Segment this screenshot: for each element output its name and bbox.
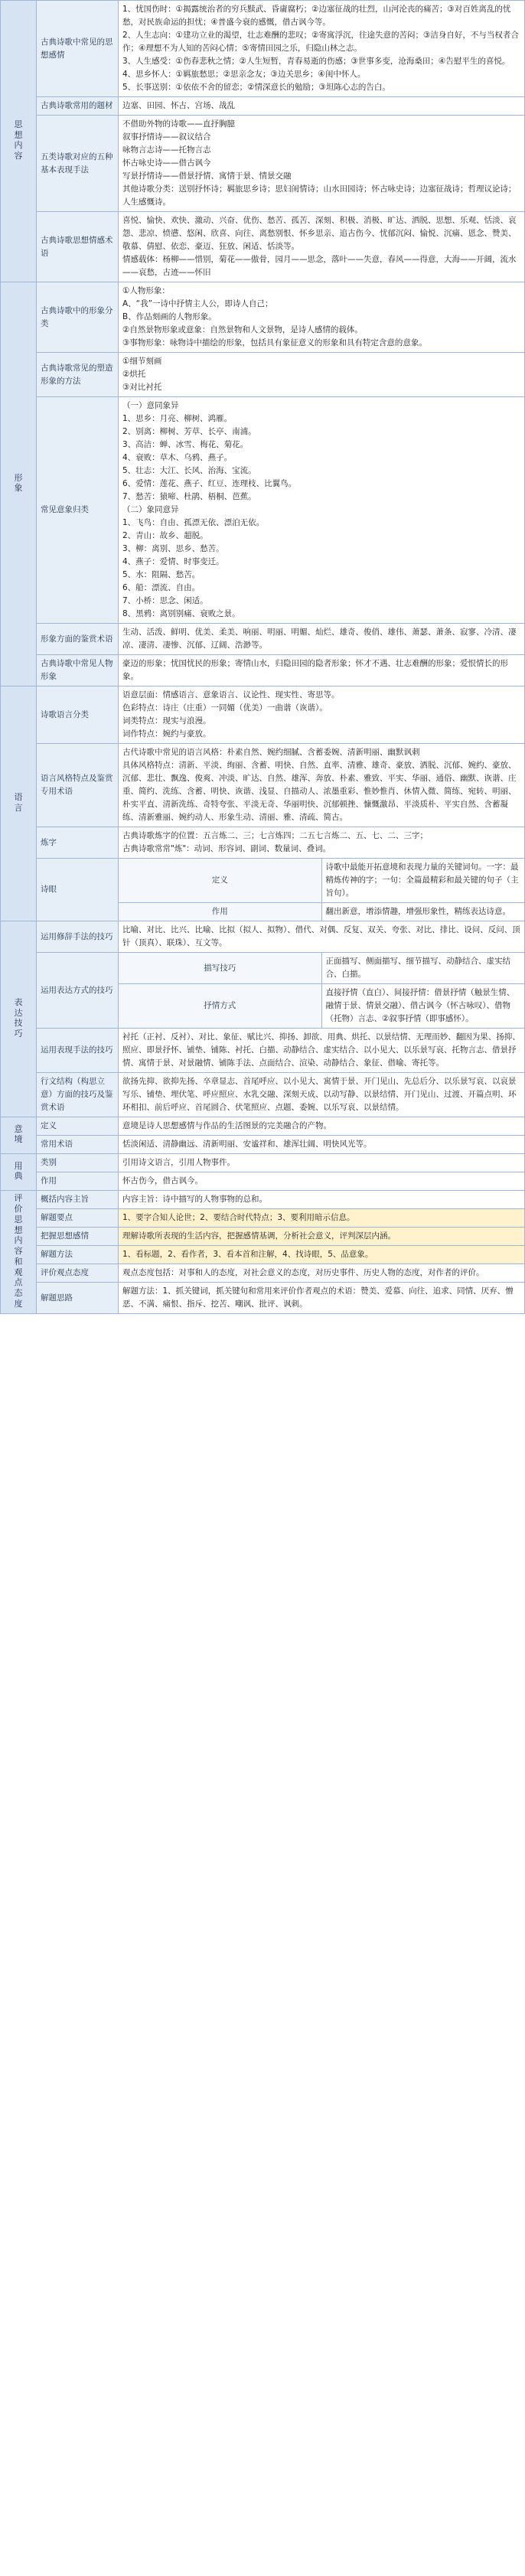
content-line: 3、人生感受：①伤春悲秋之情；②人生短暂，青春易逝的伤感；③世事多变，沧海桑田；④告慰平生的喜悦。 xyxy=(122,57,510,66)
row-label-cell xyxy=(37,97,119,116)
row-label-cell xyxy=(37,1283,119,1314)
content-line: 5、水：阻隔、愁苦。 xyxy=(122,570,201,579)
row-label: 常见意象归类 xyxy=(41,505,89,514)
row-label-cell xyxy=(37,921,119,953)
content-cell xyxy=(119,1191,525,1209)
row-label: 古典诗歌思想情感术语 xyxy=(41,235,113,258)
row-label-cell xyxy=(37,353,119,397)
row-label-cell xyxy=(37,1136,119,1154)
content-line: 叙事抒情诗——叙议结合 xyxy=(122,132,211,142)
section-label: 语言 xyxy=(14,792,23,813)
row-label: 运用表达方式的技巧 xyxy=(41,985,113,995)
row-label: 概括内容主旨 xyxy=(41,1195,89,1204)
content-line: ③对比衬托 xyxy=(122,383,162,392)
row-label-cell xyxy=(37,212,119,282)
content-line: A、“我”一诗中抒情主人公，即诗人自己； xyxy=(122,299,273,308)
table-row xyxy=(1,1117,525,1136)
table-row xyxy=(1,953,525,984)
content-line: 正面描写、侧面描写、细节描写、动静结合、虚实结合、白描。 xyxy=(325,957,510,979)
content-line: 语意层面：情感语言、意象语言、议论性、现实性、寄思等。 xyxy=(122,690,340,699)
content-line: （二）象同意异 xyxy=(122,505,179,514)
content-cell xyxy=(119,1209,525,1228)
content-line: ①细节刻画 xyxy=(122,357,162,366)
content-line: 1、忧国伤时：①揭露统治者的穷兵黩武、昏庸腐朽；②边塞征战的壮烈，山河沦丧的痛苦；③对百姓离乱的忧愁，对民族命运的担忧；④普盛今衰的感慨，借古讽今等。 xyxy=(122,5,511,27)
row-label: 常用术语 xyxy=(41,1140,73,1149)
content-cell xyxy=(321,903,525,921)
content-line: 边塞、田园、怀古、宫场、战乱 xyxy=(122,101,235,110)
row-label: 作用 xyxy=(41,1176,57,1185)
table-row xyxy=(1,397,525,624)
content-line: 词作特点：婉约与豪放。 xyxy=(122,729,211,739)
row-label-cell xyxy=(37,827,119,859)
row-label: 运用修辞手法的技巧 xyxy=(41,931,113,941)
content-line: 2、别离：柳树、芳草、长亭、南浦。 xyxy=(122,427,256,436)
row-label: 评价观点态度 xyxy=(41,1268,89,1277)
content-line: 怀古伤今，借古讽今。 xyxy=(122,1176,203,1185)
sub-label-cell xyxy=(119,953,322,984)
table-row xyxy=(1,921,525,953)
table-row xyxy=(1,1264,525,1283)
content-line: ②烘托 xyxy=(122,370,146,379)
content-cell xyxy=(119,686,525,744)
section-label-cell xyxy=(1,282,37,686)
row-label-cell xyxy=(37,1117,119,1136)
section-label-cell xyxy=(1,1191,37,1314)
table-row xyxy=(1,744,525,827)
content-cell xyxy=(119,1246,525,1264)
content-line: 内容主旨：诗中描写的人物事物的总和。 xyxy=(122,1195,267,1204)
content-line: ①人物形象： xyxy=(122,286,170,295)
row-label: 诗歌语言分类 xyxy=(41,709,89,719)
section-label-cell xyxy=(1,1117,37,1154)
content-cell xyxy=(321,953,525,984)
row-label-cell xyxy=(37,1191,119,1209)
content-cell xyxy=(321,984,525,1029)
content-line: 2、青山：故乡、超脱。 xyxy=(122,531,208,540)
table-row xyxy=(1,859,525,903)
table-row xyxy=(1,97,525,116)
section-label-cell xyxy=(1,1154,37,1191)
section-label: 表达技巧 xyxy=(14,996,23,1039)
content-cell xyxy=(119,624,525,655)
row-label-cell xyxy=(37,1154,119,1172)
content-cell xyxy=(119,397,525,624)
content-line: 欲扬先抑、欲抑先扬、卒章显志、首尾呼应、以小见大、寓情于景、开门见山、先总后分、以乐景写哀、以哀景写乐、铺垫、埋伏笔、呼应照应、水乳交融、深刻天成、以动写静、以景结情、开门见山、过渡、开篇点明、环环相扣、前后呼应、首尾圆合、伏笔照应、点题、委婉、以乐写哀、以景结情。 xyxy=(122,1077,517,1112)
content-cell xyxy=(119,212,525,282)
table-row xyxy=(1,353,525,397)
content-line: 咏物言志诗——托物言志 xyxy=(122,145,211,155)
content-cell xyxy=(119,655,525,686)
content-line: 引用诗文语言，引用人物事件。 xyxy=(122,1158,235,1167)
content-line: 1、看标题，2、看作者，3、看本首和注解，4、找诗眼，5、品意象。 xyxy=(122,1250,373,1259)
content-cell xyxy=(119,116,525,212)
row-label: 炼字 xyxy=(41,837,57,847)
content-line: 恬淡闲适、清静幽远、清新明丽、安谧祥和、雄浑壮阔、明快风光等。 xyxy=(122,1140,372,1149)
section-label: 形象 xyxy=(14,472,23,494)
content-line: 7、愁苦：猿啼、杜鹃、梧桐、芭蕉。 xyxy=(122,492,256,501)
section-label: 思想内容 xyxy=(14,119,23,161)
row-label: 古典诗歌常见的塑造形象的方法 xyxy=(41,363,113,386)
row-label: 形象方面的鉴赏术语 xyxy=(41,634,113,644)
content-line: 其他诗歌分类：送别抒怀诗；羁旅思乡诗；思妇闺情诗；山水田园诗；怀古咏史诗；边塞征战诗；哲理议论诗；人生感慨诗。 xyxy=(122,184,517,207)
table-row xyxy=(1,1136,525,1154)
row-label-cell xyxy=(37,1246,119,1264)
content-cell xyxy=(119,921,525,953)
content-line: 6、爱情：莲花、燕子、红豆、连理枝、比翼鸟。 xyxy=(122,479,297,488)
content-cell xyxy=(119,827,525,859)
content-line: ③事物形象：咏物诗中描绘的形象，包括具有象征意义的形象和具有特定含意的意象。 xyxy=(122,338,427,347)
table-row xyxy=(1,282,525,353)
row-label: 古典诗歌中常见人物形象 xyxy=(41,659,113,681)
row-label-cell xyxy=(37,116,119,212)
content-line: 5、壮志：大江、长风、治海、宝流。 xyxy=(122,466,256,475)
row-label-cell xyxy=(37,1029,119,1073)
table-row xyxy=(1,212,525,282)
table-row xyxy=(1,1191,525,1209)
section-label-cell xyxy=(1,1,37,282)
content-line: 8、黑鸦：离别别痛、衰败之景。 xyxy=(122,609,240,618)
table-row xyxy=(1,624,525,655)
row-label: 解题方法 xyxy=(41,1250,73,1259)
row-label: 语言风格特点及鉴赏专用术语 xyxy=(41,774,113,796)
row-label: 诗眼 xyxy=(41,885,57,894)
row-label-cell xyxy=(37,744,119,827)
row-label: 五类诗歌对应的五种基本表现手法 xyxy=(41,152,113,174)
sub-label-cell xyxy=(119,859,322,903)
content-cell xyxy=(119,744,525,827)
content-cell xyxy=(119,1029,525,1073)
row-label-cell xyxy=(37,397,119,624)
row-label: 古典诗歌常用的题材 xyxy=(41,101,113,110)
row-label-cell xyxy=(37,282,119,353)
content-line: 喜悦、愉快、欢快、激动、兴奋、优伤、愁苦、孤苦、深刻、积极、消极、旷达、洒脱、思想、乐观、恬淡、哀怨、悲凉、愤懑、悠闲、欣喜、向往、离愁别恨、怀乡思亲、追古伤今、忧郁沉闷、愉悦、沉痛、恩念、赞美、敬慕、倩慰、依恋、豪迈、狂放、闲适、恬淡等。 xyxy=(122,216,517,251)
content-line: 古代诗歌中常见的语言风格：朴素自然、婉约细腻、含蓄委婉、清新明丽、幽默讽刺 xyxy=(122,748,420,757)
content-line: 词类特点：现实与浪漫。 xyxy=(122,716,211,726)
content-line: 解题方法：1、抓关键词，抓关键句和常用来评价作者观点的术语：赞美、爱慕、向往、追求、同情、厌弃、憎恶、不满、痛恨、指斥、挖苦、嘲讽、批评、讽刺。 xyxy=(122,1286,514,1309)
table-body xyxy=(1,1,525,1314)
content-cell xyxy=(119,1283,525,1314)
row-label: 定义 xyxy=(41,1121,57,1130)
section-label: 用典 xyxy=(14,1160,23,1182)
row-label: 解题思路 xyxy=(41,1293,73,1303)
content-line: 7、小桥：思念、闲适。 xyxy=(122,596,208,605)
content-line: 4、衰败：草木、乌鸦、燕子。 xyxy=(122,453,233,462)
table-row xyxy=(1,116,525,212)
row-label: 类别 xyxy=(41,1158,57,1167)
content-cell xyxy=(119,1073,525,1117)
row-label: 古典诗歌中的形象分类 xyxy=(41,305,113,328)
content-line: 观点态度包括：对事和人的态度，对社会意义的态度，对历史事件、历史人物的态度，对作者的评价。 xyxy=(122,1268,484,1277)
row-label: 古典诗歌中常见的思想感情 xyxy=(41,37,113,60)
content-line: 直接抒情（直白）、间接抒情：借景抒情（触景生情、融情于景、情景交融）、借古讽今（怀古咏叹）、借物（托物）言志、②叙事抒情（即事感怀）。 xyxy=(325,988,515,1023)
section-label-cell xyxy=(1,686,37,921)
row-label-cell xyxy=(37,624,119,655)
content-line: 1、飞鸟：自由、孤漂无依、漂泊无依。 xyxy=(122,518,265,527)
content-line: 诗歌中最能开拓意境和表现力量的关键词句。一字：最精炼传神的字；一句：全篇最精彩和最关键的句子（主旨句）。 xyxy=(325,862,519,898)
content-line: 古典诗歌常常"炼"：动词、形容词、副词、数量词、叠词。 xyxy=(122,844,331,853)
table-row xyxy=(1,1246,525,1264)
content-line: 1、要字合知人论世；2、要结合时代特点；3、要利用暗示信息。 xyxy=(122,1213,355,1222)
row-label: 行文结构（构思立意）方面的技巧及鉴赏术语 xyxy=(41,1077,113,1112)
table-row xyxy=(1,1154,525,1172)
row-label: 运用表现手法的技巧 xyxy=(41,1045,113,1055)
content-cell xyxy=(119,1264,525,1283)
content-line: 情感载体：杨柳——惜别，菊花——傲骨，园月——思念，落叶——失意，春风——得意，大海——开阔，流水——哀愁，古迹——怀旧 xyxy=(122,255,517,277)
content-line: 理解诗歌所表现的生活内容，把握感情基调，分析社会意义，评判深层内涵。 xyxy=(122,1231,396,1241)
content-line: 1、思乡：月亮、柳树、鸿雁。 xyxy=(122,414,233,423)
section-label: 意境 xyxy=(14,1123,23,1145)
sub-label-cell xyxy=(119,984,322,1029)
content-cell xyxy=(119,282,525,353)
section-label-cell xyxy=(1,921,37,1117)
content-cell xyxy=(119,1172,525,1191)
content-line: 6、船：漂流、自由。 xyxy=(122,583,201,592)
content-line: 怀古咏史诗——借古讽今 xyxy=(122,158,211,168)
content-line: （一）意同象异 xyxy=(122,401,179,410)
row-label-cell xyxy=(37,1264,119,1283)
row-label: 把握思想感情 xyxy=(41,1231,89,1241)
content-line: 意境是诗人思想感情与作品的生活图景的完美融合的产物。 xyxy=(122,1121,331,1130)
content-cell xyxy=(119,1,525,97)
content-line: B、作品刻画的人物形象。 xyxy=(122,312,217,321)
content-line: 衬托（正衬、反衬）、对比、象征、赋比兴、抑扬、卸欲、用典、烘托、以景结情、无理而妙、翻因为果、扬抑、照应、即景抒怀、铺垫、铺陈、衬托、白描、动静结合、虚实结合、以小见大、以乐景写哀、托物言志、借景抒情、寓情于景、对景融情、铺陈手法、点面结合、渲染、动静结合、象征、借喻、寄托等。 xyxy=(122,1032,520,1068)
sub-label: 作用 xyxy=(211,907,228,916)
content-cell xyxy=(119,1117,525,1136)
content-line: 比喻、对比、比兴、比喻、比拟（拟人、拟物）、借代、对偶、反复、双关、夸张、对比、排比、设问、反问、顶针（顶真）、联珠）、互文等。 xyxy=(122,925,520,947)
content-cell xyxy=(119,1136,525,1154)
content-cell xyxy=(119,97,525,116)
row-label-cell xyxy=(37,686,119,744)
table-row xyxy=(1,1283,525,1314)
content-line: 4、燕子：爱情、时事变迁。 xyxy=(122,557,224,566)
content-line: 4、思乡怀人：①羁旅愁思；②思亲念友；③边关思乡；④闺中怀人。 xyxy=(122,70,366,79)
section-label: 评价思想内容和观点态度 xyxy=(14,1193,23,1309)
sub-label: 定义 xyxy=(211,876,228,885)
content-cell xyxy=(119,1154,525,1172)
row-label-cell xyxy=(37,953,119,1029)
table-row xyxy=(1,1,525,97)
content-line: ②自然景物形象或意象：自然景物和人文景物，是诗人感情的载体。 xyxy=(122,325,363,334)
content-line: 古典诗歌炼字的位置：五言炼二、三；七言炼四；二五七言炼二、五、七、二、三字； xyxy=(122,831,428,840)
content-cell xyxy=(119,1228,525,1246)
sub-label-cell xyxy=(119,903,322,921)
sub-label: 描写技巧 xyxy=(204,963,236,973)
content-line: 生动、活泼、鲜明、优美、柔美、响丽、明丽、明媚、灿烂、雄奇、俊俏、雄伟、萧瑟、萧条、寂寥、冷清、凄凉、凄清、凄惨、沉郁、辽阔、浩渺等。 xyxy=(122,628,517,650)
row-label-cell xyxy=(37,859,119,921)
table-row xyxy=(1,1073,525,1117)
sub-label: 抒情方式 xyxy=(204,1001,236,1010)
table-row xyxy=(1,1228,525,1246)
table-row xyxy=(1,827,525,859)
row-label-cell xyxy=(37,1209,119,1228)
table-row xyxy=(1,686,525,744)
content-line: 豪迈的形象；忧国忧民的形象；寄情山水，归隐田园的隐者形象；怀才不遇、壮志难酬的形象；爱恨情长的形象。 xyxy=(122,659,508,681)
content-line: 5、长事送别：①依依不舍的留恋；②情深意长的勉励；③坦陈心志的告白。 xyxy=(122,83,390,92)
row-label-cell xyxy=(37,1073,119,1117)
row-label-cell xyxy=(37,1172,119,1191)
table-row xyxy=(1,1029,525,1073)
row-label-cell xyxy=(37,1228,119,1246)
row-label: 解题要点 xyxy=(41,1213,73,1222)
content-cell xyxy=(119,353,525,397)
content-line: 3、柳：离别、思乡、愁苦。 xyxy=(122,544,224,553)
table-row xyxy=(1,1209,525,1228)
content-line: 不借助外物的诗歌——直抒胸臆 xyxy=(122,119,235,129)
content-cell xyxy=(321,859,525,903)
content-line: 色彩特点：诗庄（庄重）一同媚（优美）一曲谐（诙谐）。 xyxy=(122,703,328,712)
row-label-cell xyxy=(37,1,119,97)
content-line: 3、高洁：蝉、冰雪、梅花、菊花。 xyxy=(122,440,249,449)
content-line: 具体风格特点：清新、平淡、绚丽、含蓄、明快、自然、直率、清雅、雄奇、豪放、洒脱、沉郁、婉约、豪放、沉郁、悲壮、飘逸、俊爽、冲淡、旷达、自然、雄浑、奔放、朴素、雅致、平实、华丽、通俗、幽默、诙谐、庄重、简约、洗练、含蓄、明快、诙谐、浅显、自描动人、浓墨重彩、惟妙惟肖、休情入微、简练、宛转、明丽、朴实平直、清新洗练、奇特夸张、平淡无奇、华丽明快、沉郁顿挫、慷慨激昂、平淡质朴、平实自然、含蓄凝练、清新雅丽、婉约动人、形象生动、清丽、雅、清疏、简古。 xyxy=(122,761,517,822)
table-row xyxy=(1,655,525,686)
content-line: 写景抒情诗——借景抒情、寓情于景、情景交融 xyxy=(122,171,292,181)
content-line: 2、人生志向：①建功立业的渴望，壮志难酬的悲叹；②寄寓浮沉，往途失意的苦闷；③洁身自好，不与当权者合作；④理想不为人知的苦闷心情；⑤寄情田园之乐，归隐山林之志。 xyxy=(122,31,519,53)
row-label-cell xyxy=(37,655,119,686)
content-line: 翻出新意，增添情趣，增强形象性，精练表达诗意。 xyxy=(325,907,510,916)
table-row xyxy=(1,1172,525,1191)
